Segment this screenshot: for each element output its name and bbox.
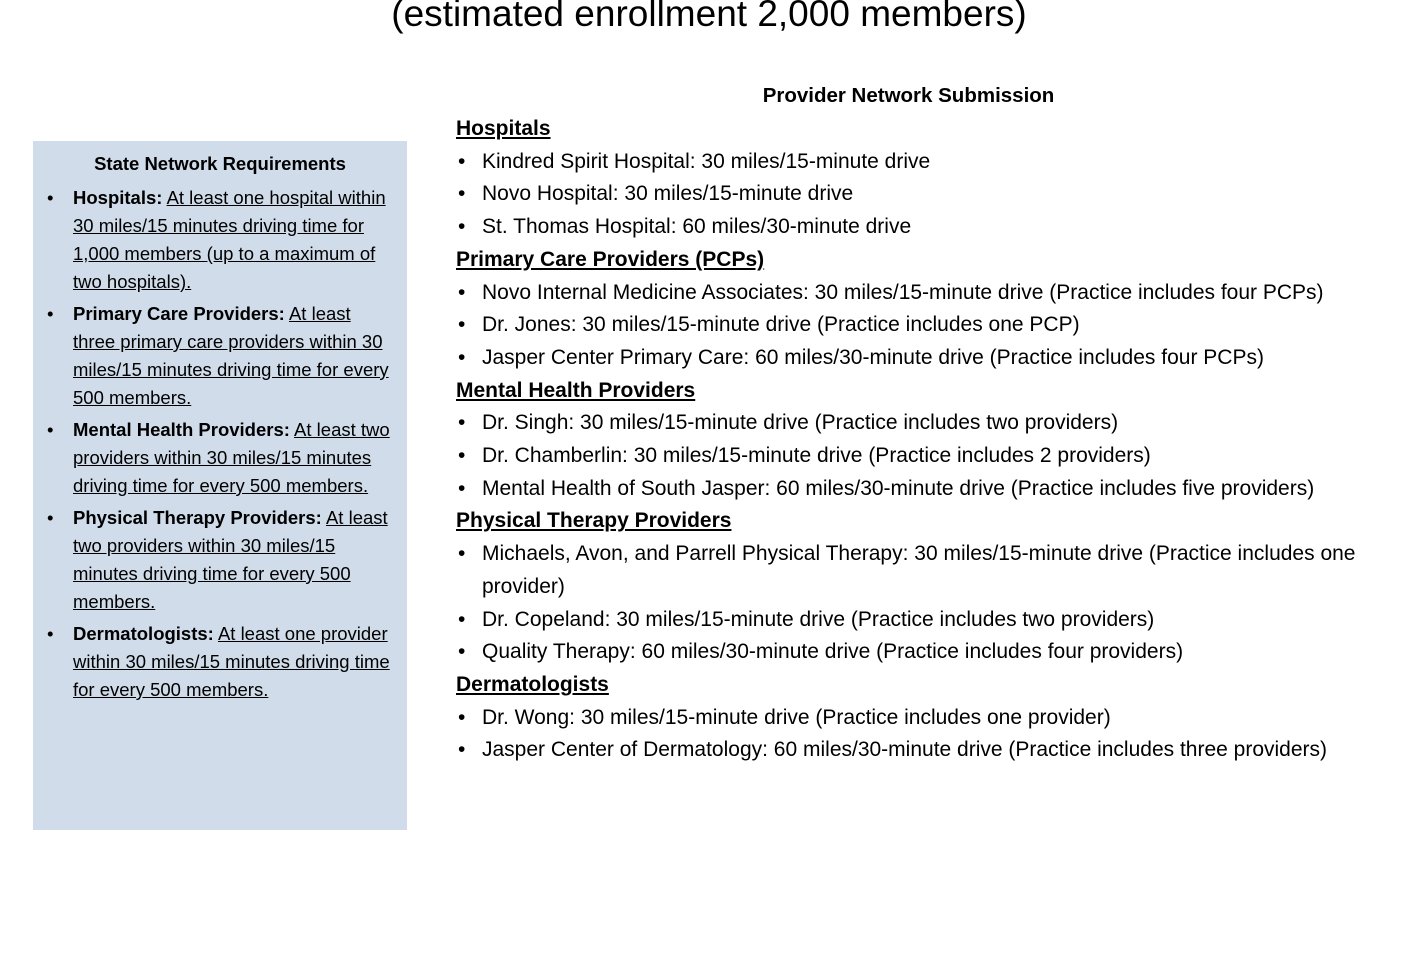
provider-text: St. Thomas Hospital: 60 miles/30-minute drive	[482, 215, 912, 239]
provider-item	[456, 277, 1386, 310]
bullet-icon: •	[458, 476, 466, 500]
requirement-detail: At least two providers within 30 miles/15 minutes driving time for every 500 members.	[73, 507, 388, 612]
state-requirements-panel	[33, 141, 407, 830]
provider-text: Dr. Copeland: 30 miles/15-minute drive (Practice includes two providers)	[482, 607, 1155, 631]
requirement-item-hospitals	[33, 184, 407, 296]
bullet-icon: •	[47, 623, 54, 644]
provider-item	[456, 178, 1386, 211]
requirement-label: Primary Care Providers:	[73, 303, 285, 324]
bullet-icon: •	[458, 640, 466, 664]
bullet-icon: •	[458, 444, 466, 468]
requirements-heading: State Network Requirements	[94, 153, 346, 174]
bullet-icon: •	[458, 215, 466, 239]
bullet-icon: •	[458, 411, 466, 435]
bullet-icon: •	[47, 507, 54, 528]
requirement-detail: At least three primary care providers within 30 miles/15 minutes driving time for every 500 members.	[73, 303, 389, 408]
requirement-label: Mental Health Providers:	[73, 419, 290, 440]
bullet-icon: •	[458, 280, 466, 304]
requirement-detail: At least two providers within 30 miles/15 minutes driving time for every 500 members.	[73, 419, 390, 496]
provider-item	[456, 309, 1386, 342]
bullet-icon: •	[458, 542, 466, 566]
bullet-icon: •	[458, 182, 466, 206]
provider-item	[456, 407, 1386, 440]
provider-item	[456, 734, 1386, 767]
provider-list-dermatologists	[456, 702, 1386, 767]
category-heading-dermatologists: Dermatologists	[456, 672, 609, 696]
provider-list-mental-health	[456, 407, 1386, 505]
provider-item	[456, 211, 1386, 244]
bullet-icon: •	[47, 187, 54, 208]
provider-text: Jasper Center of Dermatology: 60 miles/30-minute drive (Practice includes three providers)	[482, 738, 1328, 762]
requirement-label: Hospitals:	[73, 187, 163, 208]
category-heading-physical-therapy: Physical Therapy Providers	[456, 509, 732, 533]
provider-text: Quality Therapy: 60 miles/30-minute drive (Practice includes four providers)	[482, 640, 1184, 664]
category-heading-mental-health: Mental Health Providers	[456, 378, 696, 402]
category-heading-hospitals: Hospitals	[456, 117, 551, 140]
provider-text: Dr. Jones: 30 miles/15-minute drive (Practice includes one PCP)	[482, 313, 1080, 337]
requirement-detail: At least one hospital within 30 miles/15 minutes driving time for 1,000 members (up to a maximum of two hospitals).	[73, 187, 386, 292]
provider-item	[456, 636, 1386, 669]
requirement-item-dermatologists	[33, 620, 407, 704]
requirement-item-mental-health	[33, 416, 407, 500]
provider-text: Kindred Spirit Hospital: 30 miles/15-minute drive	[482, 149, 931, 173]
provider-item	[456, 702, 1386, 735]
provider-list-physical-therapy	[456, 538, 1386, 669]
provider-network-submission	[456, 81, 1386, 767]
bullet-icon: •	[458, 607, 466, 631]
requirement-item-primary-care	[33, 300, 407, 412]
bullet-icon: •	[458, 313, 466, 337]
provider-item	[456, 440, 1386, 473]
slide-title: (estimated enrollment 2,000 members)	[391, 0, 1027, 34]
provider-text: Dr. Wong: 30 miles/15-minute drive (Practice includes one provider)	[482, 705, 1111, 729]
provider-item	[456, 342, 1386, 375]
provider-item	[456, 604, 1386, 637]
bullet-icon: •	[458, 738, 466, 762]
requirements-list	[33, 184, 407, 708]
requirement-item-physical-therapy	[33, 504, 407, 616]
provider-text: Dr. Singh: 30 miles/15-minute drive (Practice includes two providers)	[482, 411, 1119, 435]
requirement-detail: At least one provider within 30 miles/15 minutes driving time for every 500 members.	[73, 623, 390, 700]
bullet-icon: •	[458, 149, 466, 173]
provider-item	[456, 538, 1386, 603]
bullet-icon: •	[47, 303, 54, 324]
requirement-label: Dermatologists:	[73, 623, 214, 644]
category-heading-pcps: Primary Care Providers (PCPs)	[456, 247, 765, 271]
bullet-icon: •	[47, 419, 54, 440]
provider-text: Novo Hospital: 30 miles/15-minute drive	[482, 182, 854, 206]
provider-text: Michaels, Avon, and Parrell Physical Therapy: 30 miles/15-minute drive (Practice includes one provider)	[482, 542, 1356, 598]
provider-item	[456, 146, 1386, 179]
provider-item	[456, 473, 1386, 506]
requirement-label: Physical Therapy Providers:	[73, 507, 322, 528]
bullet-icon: •	[458, 345, 466, 369]
provider-text: Jasper Center Primary Care: 60 miles/30-minute drive (Practice includes four PCPs)	[482, 345, 1264, 369]
provider-text: Novo Internal Medicine Associates: 30 miles/15-minute drive (Practice includes four PCPs)	[482, 280, 1324, 304]
provider-list-hospitals	[456, 146, 1386, 244]
bullet-icon: •	[458, 705, 466, 729]
provider-list-pcps	[456, 277, 1386, 375]
submission-heading: Provider Network Submission	[762, 84, 1055, 107]
provider-text: Mental Health of South Jasper: 60 miles/30-minute drive (Practice includes five providers)	[482, 476, 1315, 500]
provider-text: Dr. Chamberlin: 30 miles/15-minute drive (Practice includes 2 providers)	[482, 444, 1151, 468]
